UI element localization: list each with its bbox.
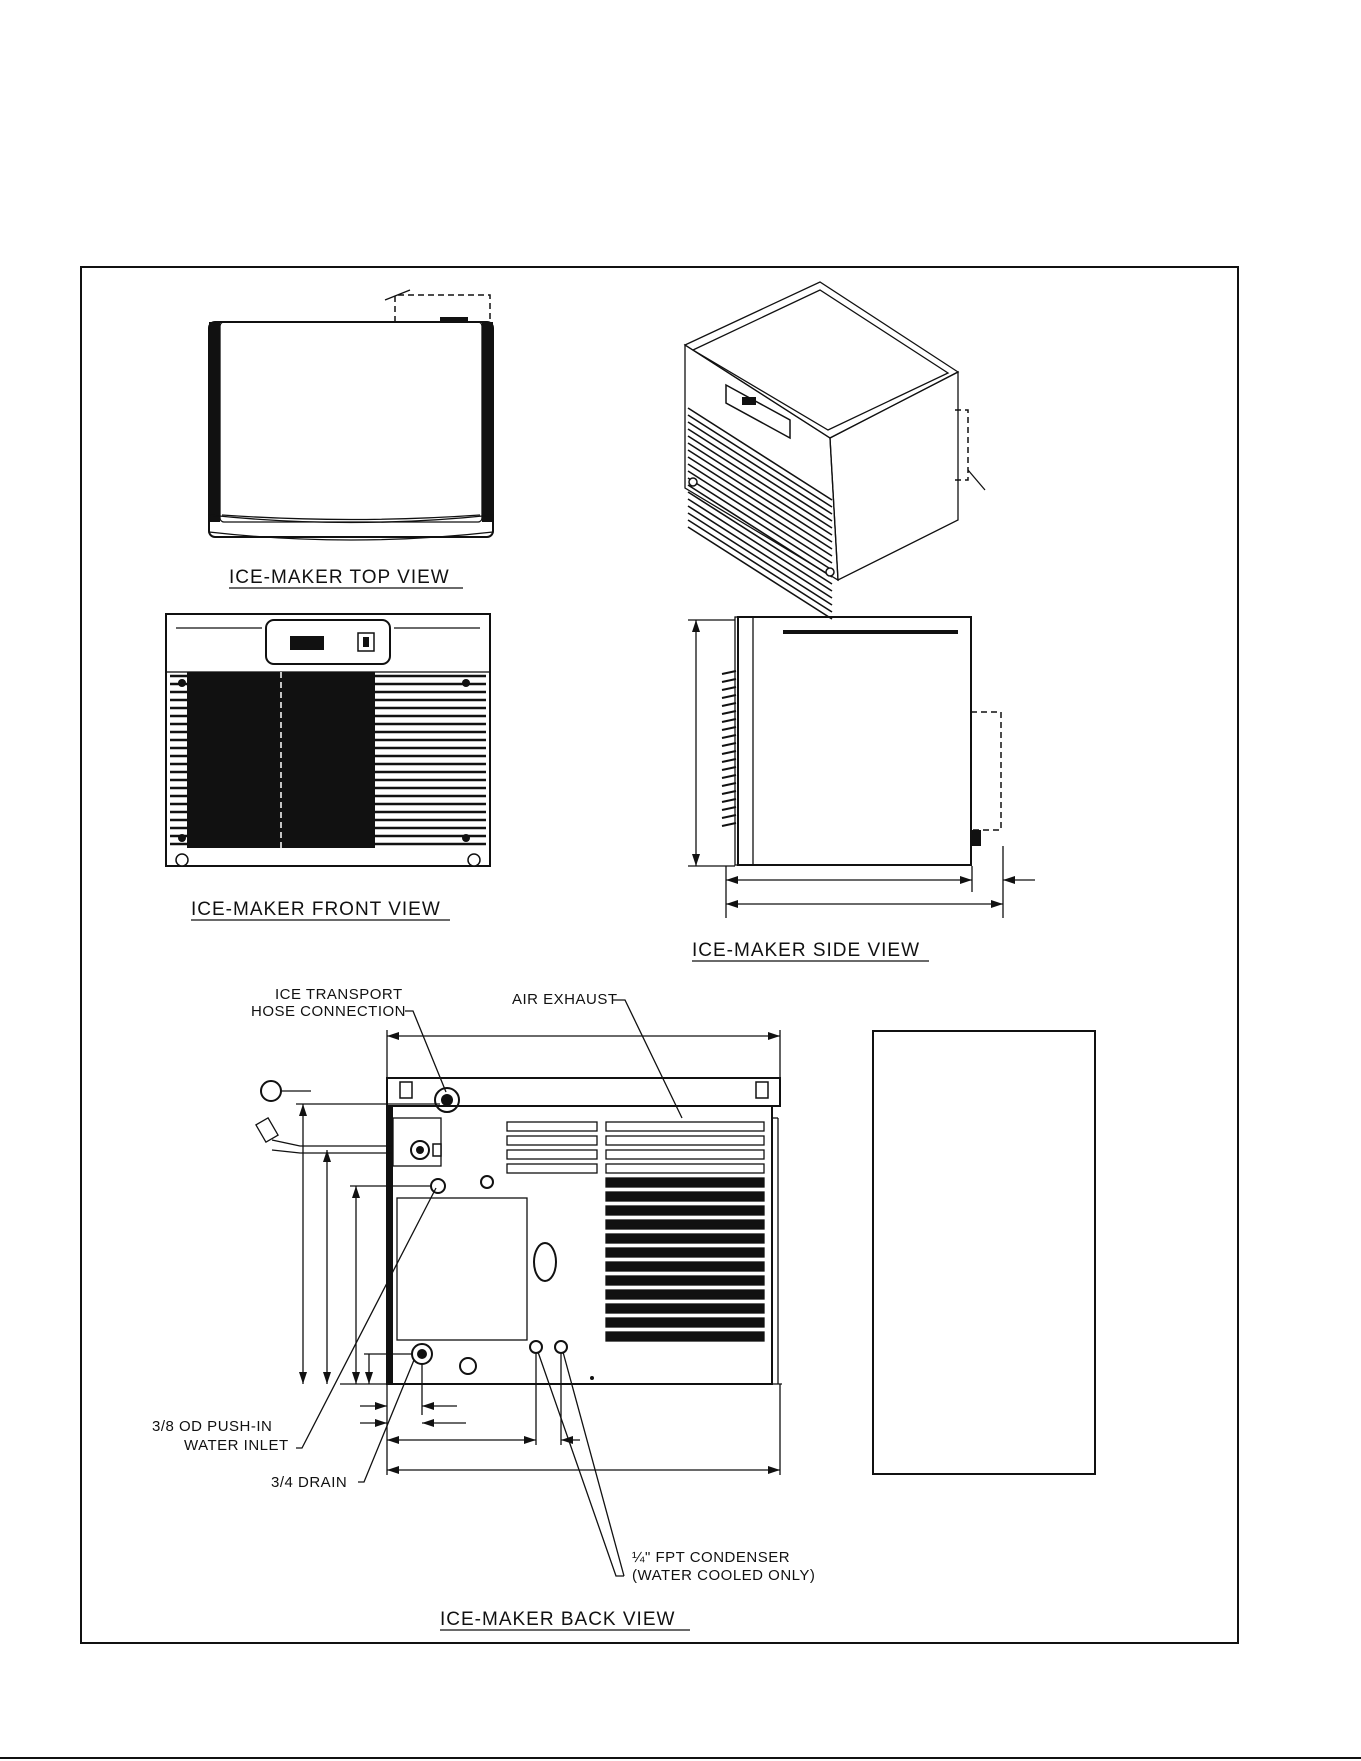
side-fin	[722, 767, 736, 770]
water-inlet-callout-line1: 3/8 OD PUSH-IN	[152, 1418, 273, 1435]
side-fin	[722, 815, 736, 818]
side-fin	[722, 823, 736, 826]
side-fin	[722, 687, 736, 690]
side-view-title: ICE-MAKER SIDE VIEW	[692, 940, 921, 961]
drain-callout: 3/4 DRAIN	[271, 1474, 348, 1491]
front-view-title: ICE-MAKER FRONT VIEW	[191, 899, 441, 920]
side-fin	[722, 735, 736, 738]
exhaust-slot	[606, 1206, 764, 1215]
side-fin	[722, 727, 736, 730]
exhaust-slot	[507, 1150, 597, 1159]
air-exhaust-callout: AIR EXHAUST	[512, 991, 618, 1008]
water-inlet-callout-line2: WATER INLET	[184, 1437, 289, 1454]
exhaust-slot	[606, 1318, 764, 1327]
notes-box	[873, 1031, 1095, 1474]
side-fin	[722, 791, 736, 794]
iso-louver	[688, 485, 832, 577]
iso-louver	[688, 429, 832, 521]
exhaust-slot	[606, 1304, 764, 1313]
front-view-drawing	[166, 614, 490, 866]
ice-transport-callout-line1: ICE TRANSPORT	[275, 986, 403, 1003]
side-fin	[722, 807, 736, 810]
side-fin	[722, 759, 736, 762]
exhaust-slot	[606, 1192, 764, 1201]
side-fin	[722, 775, 736, 778]
side-fin	[722, 703, 736, 706]
side-fin	[722, 743, 736, 746]
iso-louver	[688, 436, 832, 528]
exhaust-slot	[606, 1290, 764, 1299]
iso-louver	[688, 464, 832, 556]
exhaust-slot	[507, 1122, 597, 1131]
iso-louver	[688, 450, 832, 542]
exhaust-slot	[507, 1136, 597, 1145]
top-view-drawing	[209, 290, 493, 540]
side-fin	[722, 799, 736, 802]
iso-louver	[688, 499, 832, 591]
side-fin	[722, 711, 736, 714]
exhaust-slot	[606, 1220, 764, 1229]
side-view-drawing	[688, 617, 1035, 918]
side-fin	[722, 783, 736, 786]
ice-transport-callout-line2: HOSE CONNECTION	[251, 1003, 407, 1020]
condenser-callout-line1: ¼" FPT CONDENSER	[632, 1549, 791, 1566]
condenser-callout-line2: (WATER COOLED ONLY)	[632, 1567, 816, 1584]
side-fin	[722, 751, 736, 754]
iso-louver	[688, 492, 832, 584]
side-fin	[722, 679, 736, 682]
isometric-view-drawing	[685, 282, 985, 619]
exhaust-slot	[606, 1178, 764, 1187]
iso-louver	[688, 506, 832, 598]
exhaust-slot	[606, 1164, 764, 1173]
iso-louver	[688, 443, 832, 535]
exhaust-slot	[606, 1248, 764, 1257]
iso-louver	[688, 527, 832, 619]
exhaust-slot	[606, 1150, 764, 1159]
top-view-title: ICE-MAKER TOP VIEW	[229, 567, 450, 588]
side-fin	[722, 695, 736, 698]
exhaust-slot	[606, 1332, 764, 1341]
exhaust-slot	[507, 1164, 597, 1173]
iso-louver	[688, 415, 832, 507]
exhaust-slot	[606, 1234, 764, 1243]
side-fin	[722, 671, 736, 674]
iso-louver	[688, 471, 832, 563]
iso-louver	[688, 422, 832, 514]
back-view-title: ICE-MAKER BACK VIEW	[440, 1609, 676, 1630]
exhaust-slot	[606, 1122, 764, 1131]
exhaust-slot	[606, 1262, 764, 1271]
exhaust-slot	[606, 1276, 764, 1285]
exhaust-slot	[606, 1136, 764, 1145]
side-fin	[722, 719, 736, 722]
iso-louver	[688, 478, 832, 570]
iso-louver	[688, 513, 832, 605]
